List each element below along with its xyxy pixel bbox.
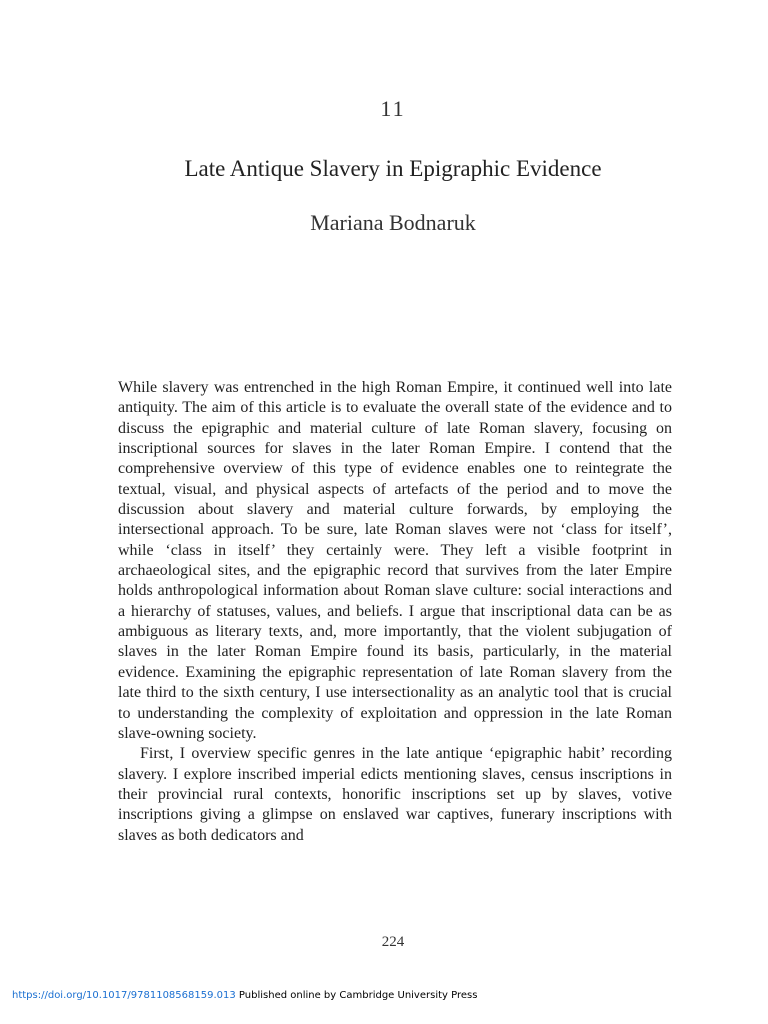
- page-number: 224: [381, 934, 405, 950]
- body-text: [118, 378, 672, 846]
- doi-link[interactable]: https://doi.org/10.1017/9781108568159.013: [12, 990, 236, 1001]
- chapter-title: Late Antique Slavery in Epigraphic Evidence: [184, 156, 602, 181]
- paragraph-1: While slavery was entrenched in the high Roman Empire, it continued well into late antiquity. The aim of this article is to evaluate the overall state of the evidence and to discuss the epigraphic and material culture of late Roman slavery, focusing on inscriptional sources for slaves in the later Roman Empire. I contend that the comprehensive overview of this type of evidence enables one to reintegrate the textual, visual, and physical aspects of artefacts of the period and to move the discussion about slavery and material culture forwards, by employing the intersectional approach. To be sure, late Roman slaves were not ‘class for itself’, while ‘class in itself’ they certainly were. They left a visible footprint in archaeological sites, and the epigraphic record that survives from the later Empire holds anthropological information about Roman slave culture: social interactions and a hierarchy of statuses, values, and beliefs. I argue that inscriptional data can be as ambiguous as literary texts, and, more importantly, that the violent subjugation of slaves in the later Roman Empire found its basis, particularly, in the material evidence. Examining the epigraphic representation of late Roman slavery from the late third to the sixth century, I use intersectionality as an analytic tool that is crucial to understanding the complexity of exploitation and oppression in the late Roman slave-owning society.: [118, 379, 672, 742]
- chapter-number: 11: [380, 96, 406, 121]
- author-name: Mariana Bodnaruk: [310, 210, 476, 235]
- footer: [12, 990, 477, 1001]
- publisher-note: Published online by Cambridge University Press: [235, 990, 478, 1001]
- paragraph-2: First, I overview specific genres in the late antique ‘epigraphic habit’ recording slavery. I explore inscribed imperial edicts mentioning slaves, census inscriptions in their provincial rural contexts, honorific inscriptions set up by slaves, votive inscriptions giving a glimpse on enslaved war captives, funerary inscriptions with slaves as both dedicators and: [118, 745, 672, 844]
